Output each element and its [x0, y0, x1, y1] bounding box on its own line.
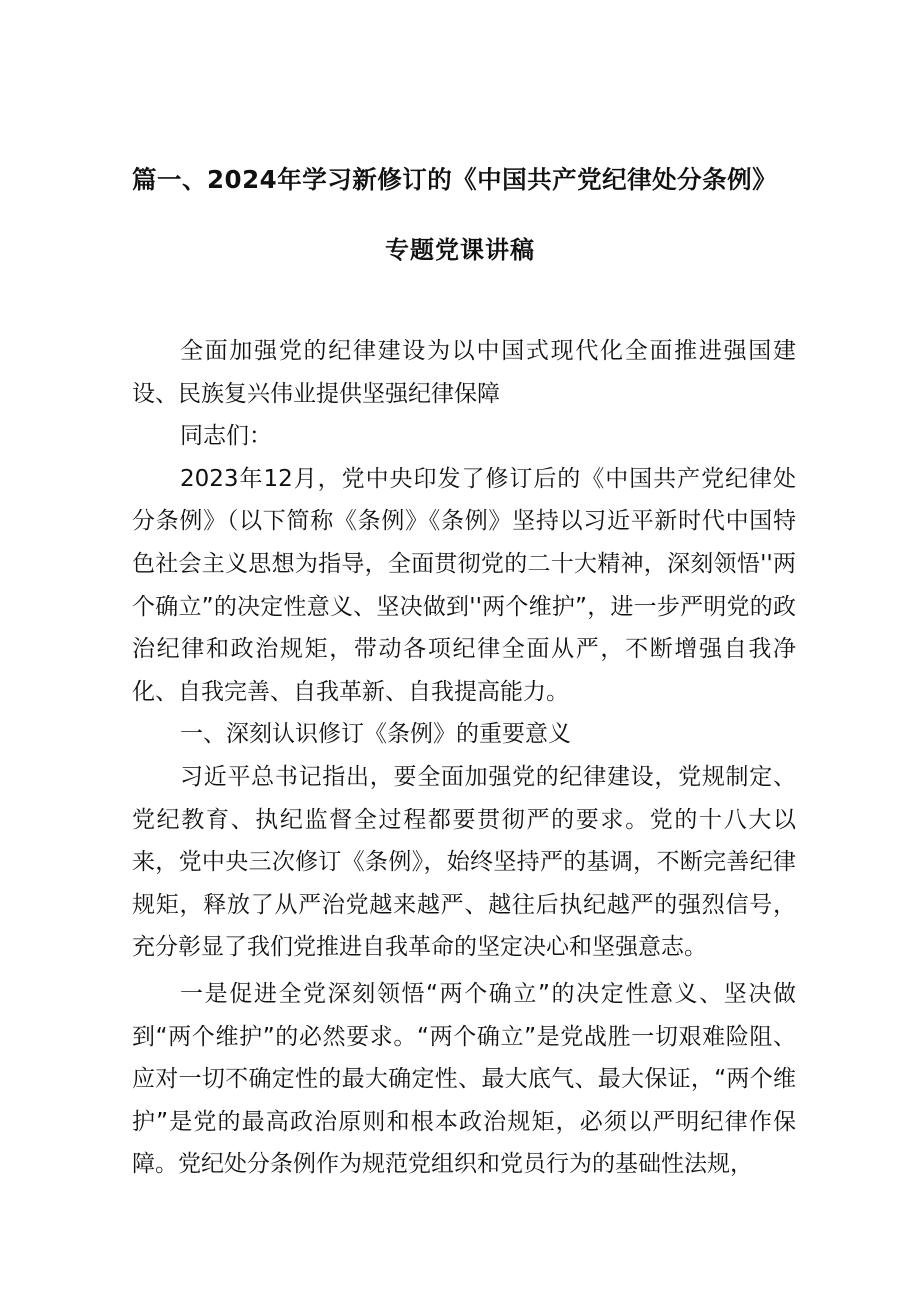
paragraph: 2023年12月，党中央印发了修订后的《中国共产党纪律处分条例》（以下简称《条例》《条例》坚持以习近平新时代中国特色社会主义思想为指导，全面贯彻党的二十大精神，深刻领悟''两个确立”的决定性意义、坚决做到''两个维护”，进一步严明党的政治纪律和政治规矩，带动各项纪律全面从严，不断增强自我净化、自我完善、自我革新、自我提高能力。	[132, 465, 796, 705]
salutation: 同志们：	[180, 423, 272, 450]
document-body	[132, 330, 796, 1186]
paragraph: 习近平总书记指出，要全面加强党的纪律建设，党规制定、党纪教育、执纪监督全过程都要贯彻严的要求。党的十八大以来，党中央三次修订《条例》，始终坚持严的基调，不断完善纪律规矩，释放了从严治党越来越严、越往后执纪越严的强烈信号，充分彰显了我们党推进自我革命的坚定决心和坚强意志。	[132, 763, 796, 961]
paragraph: 一是促进全党深刻领悟“两个确立”的决定性意义、坚决做到“两个维护”的必然要求。“两个确立”是党战胜一切艰难险阻、应对一切不确定性的最大确定性、最大底气、最大保证，“两个维护”是党的最高政治原则和根本政治规矩，必须以严明纪律作保障。党纪处分条例作为规范党组织和党员行为的基础性法规，	[132, 980, 796, 1178]
document-title: 篇一、2024年学习新修订的《中国共产党纪律处分条例》	[132, 165, 778, 194]
document-subtitle: 专题党课讲稿	[385, 236, 535, 264]
section-heading-intro: 全面加强党的纪律建设为以中国式现代化全面推进强国建设、民族复兴伟业提供坚强纪律保障	[132, 338, 796, 407]
section-heading: 一、深刻认识修订《条例》的重要意义	[180, 721, 571, 748]
